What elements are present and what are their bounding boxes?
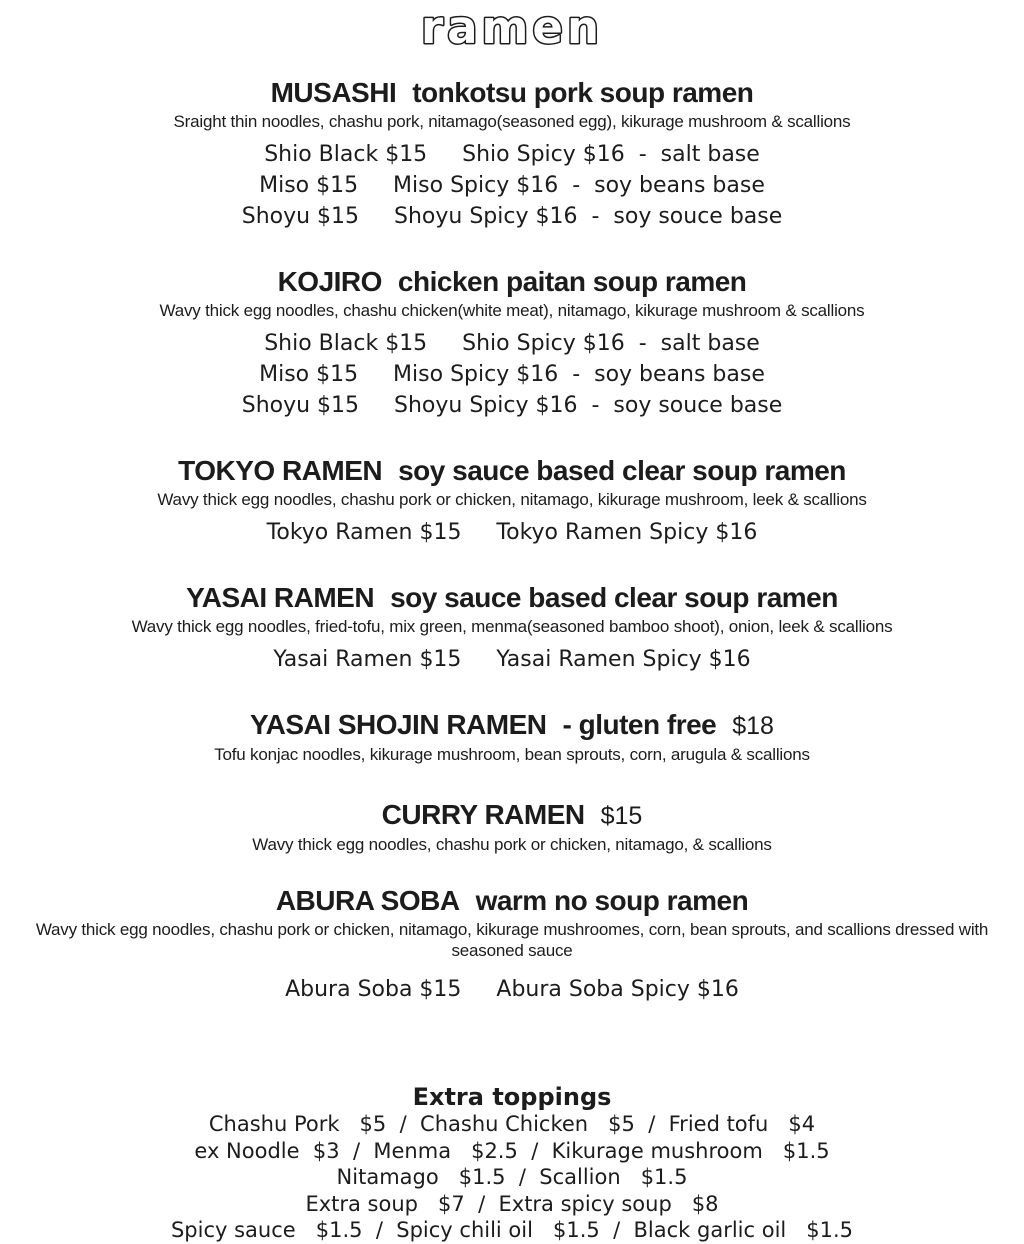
section-description: Wavy thick egg noodles, chashu pork or chicken, nitamago, kikurage mushroomes, corn, bean sprouts, and scallions dressed with seasoned sauce bbox=[35, 920, 989, 960]
price-lines bbox=[0, 974, 1024, 1005]
ramen-menu-page bbox=[0, 2, 1024, 1242]
section-subtitle: warm no soup ramen bbox=[475, 885, 749, 916]
section-price: $15 bbox=[600, 802, 643, 830]
price-line: Yasai Ramen $15 Yasai Ramen Spicy $16 bbox=[273, 647, 751, 672]
price-line: Tokyo Ramen $15 Tokyo Ramen Spicy $16 bbox=[266, 520, 758, 545]
price-lines bbox=[0, 139, 1024, 232]
section-heading bbox=[0, 583, 1024, 613]
section-description: Wavy thick egg noodles, chashu pork or chicken, nitamago, kikurage mushroom, leek & scallions bbox=[157, 490, 867, 509]
section-subtitle: soy sauce based clear soup ramen bbox=[390, 582, 838, 613]
price-line: Miso $15 Miso Spicy $16 - soy beans base bbox=[259, 173, 765, 198]
section-subtitle: tonkotsu pork soup ramen bbox=[412, 77, 754, 108]
section-name: CURRY RAMEN bbox=[381, 799, 585, 830]
section-heading bbox=[0, 456, 1024, 486]
section-kojiro bbox=[0, 267, 1024, 421]
section-heading bbox=[0, 267, 1024, 297]
extra-toppings-line: Chashu Pork $5 / Chashu Chicken $5 / Fried tofu $4 bbox=[208, 1112, 816, 1136]
section-abura-soba bbox=[0, 886, 1024, 1005]
section-tokyo-ramen bbox=[0, 456, 1024, 548]
price-lines bbox=[0, 328, 1024, 421]
section-name: TOKYO RAMEN bbox=[178, 455, 383, 486]
section-description: Wavy thick egg noodles, chashu chicken(white meat), nitamago, kikurage mushroom & scallions bbox=[159, 301, 865, 320]
extra-toppings-line: Nitamago $1.5 / Scallion $1.5 bbox=[336, 1165, 688, 1189]
menu-title-text: ramen bbox=[420, 2, 604, 54]
price-line: Shio Black $15 Shio Spicy $16 - salt base bbox=[264, 142, 760, 167]
section-musashi bbox=[0, 78, 1024, 232]
section-name: ABURA SOBA bbox=[275, 885, 460, 916]
section-extra-toppings bbox=[0, 1083, 1024, 1244]
section-heading bbox=[0, 886, 1024, 916]
section-subtitle: - gluten free bbox=[562, 709, 717, 740]
extra-toppings-title: Extra toppings bbox=[412, 1083, 612, 1111]
section-description: Wavy thick egg noodles, fried-tofu, mix green, menma(seasoned bamboo shoot), onion, leek & scallions bbox=[131, 617, 893, 636]
section-heading bbox=[0, 78, 1024, 108]
section-description: Wavy thick egg noodles, chashu pork or chicken, nitamago, & scallions bbox=[252, 835, 772, 854]
menu-title bbox=[0, 2, 1024, 54]
section-description: Sraight thin noodles, chashu pork, nitamago(seasoned egg), kikurage mushroom & scallions bbox=[173, 112, 851, 131]
section-heading bbox=[0, 800, 1024, 831]
section-description: Tofu konjac noodles, kikurage mushroom, bean sprouts, corn, arugula & scallions bbox=[214, 745, 810, 764]
section-subtitle: soy sauce based clear soup ramen bbox=[398, 455, 846, 486]
section-name: YASAI RAMEN bbox=[186, 582, 375, 613]
section-name: MUSASHI bbox=[270, 77, 397, 108]
extra-toppings-line: ex Noodle $3 / Menma $2.5 / Kikurage mushroom $1.5 bbox=[194, 1138, 830, 1163]
price-line: Miso $15 Miso Spicy $16 - soy beans base bbox=[259, 362, 765, 387]
price-lines bbox=[0, 644, 1024, 675]
price-line: Shoyu $15 Shoyu Spicy $16 - soy souce base bbox=[241, 393, 783, 418]
section-curry-ramen bbox=[0, 800, 1024, 855]
section-price: $18 bbox=[732, 712, 774, 740]
price-line: Shio Black $15 Shio Spicy $16 - salt base bbox=[264, 331, 760, 356]
section-yasai-ramen bbox=[0, 583, 1024, 675]
price-line: Abura Soba $15 Abura Soba Spicy $16 bbox=[285, 977, 739, 1002]
price-lines bbox=[0, 517, 1024, 548]
extra-toppings-line: Spicy sauce $1.5 / Spicy chili oil $1.5 / Black garlic oil $1.5 bbox=[170, 1218, 854, 1242]
section-name: KOJIRO bbox=[277, 266, 382, 297]
section-yasai-shojin-ramen bbox=[0, 710, 1024, 765]
section-heading bbox=[0, 710, 1024, 741]
price-line: Shoyu $15 Shoyu Spicy $16 - soy souce base bbox=[241, 204, 783, 229]
section-subtitle: chicken paitan soup ramen bbox=[397, 266, 747, 297]
extra-toppings-line: Extra soup $7 / Extra spicy soup $8 bbox=[305, 1191, 719, 1216]
section-name: YASAI SHOJIN RAMEN bbox=[250, 709, 547, 740]
